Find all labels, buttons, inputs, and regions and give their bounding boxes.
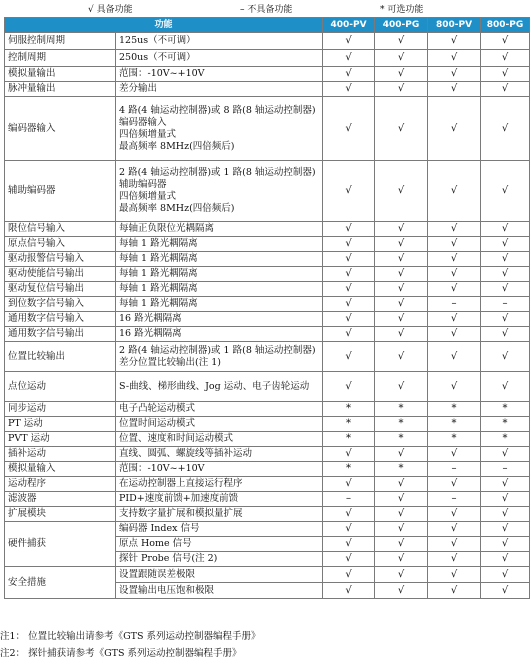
support-mark: * (481, 432, 530, 447)
table-row (5, 447, 530, 462)
support-mark: √ (323, 312, 375, 327)
support-mark: √ (375, 237, 428, 252)
feature-description: 每轴 1 路光耦隔离 (116, 297, 323, 312)
feature-name: 驱动复位信号输出 (5, 282, 116, 297)
header-function: 功能 (5, 18, 323, 33)
support-mark: √ (481, 537, 530, 552)
support-mark: √ (375, 567, 428, 583)
feature-description: 探针 Probe 信号(注 2) (116, 552, 323, 567)
support-mark: √ (481, 97, 530, 161)
support-mark: √ (481, 161, 530, 222)
support-mark: √ (428, 97, 481, 161)
support-mark: √ (481, 312, 530, 327)
support-mark: √ (375, 552, 428, 567)
feature-description: 每轴 1 路光耦隔离 (116, 252, 323, 267)
support-mark: √ (428, 222, 481, 237)
table-row (5, 567, 530, 583)
feature-description: 编码器 Index 信号 (116, 522, 323, 537)
table-row (5, 507, 530, 522)
table-row (5, 33, 530, 50)
table-row (5, 432, 530, 447)
feature-table (4, 17, 530, 599)
support-mark: √ (323, 372, 375, 402)
support-mark: √ (375, 67, 428, 82)
feature-name: 驱动报警信号输入 (5, 252, 116, 267)
support-mark: √ (428, 583, 481, 599)
table-row (5, 402, 530, 417)
feature-description: 范围：-10V~+10V (116, 462, 323, 477)
support-mark: √ (375, 492, 428, 507)
support-mark: √ (323, 583, 375, 599)
feature-name: 插补运动 (5, 447, 116, 462)
feature-description: 2 路(4 轴运动控制器)或 1 路(8 轴运动控制器)差分位置比较输出(注 1) (116, 342, 323, 372)
feature-description: 125us（不可调） (116, 33, 323, 50)
footnote-2: 注2： 探针捕获请参考《GTS 系列运动控制器编程手册》 (0, 648, 242, 659)
feature-description: 每轴正负限位光耦隔离 (116, 222, 323, 237)
support-mark: √ (481, 447, 530, 462)
feature-description: 16 路光耦隔离 (116, 327, 323, 342)
support-mark: √ (428, 507, 481, 522)
support-mark: – (481, 462, 530, 477)
support-mark: √ (428, 67, 481, 82)
feature-name: 到位数字信号输入 (5, 297, 116, 312)
support-mark: * (323, 432, 375, 447)
table-row (5, 522, 530, 537)
feature-description: 每轴 1 路光耦隔离 (116, 237, 323, 252)
table-row (5, 252, 530, 267)
support-mark: √ (481, 282, 530, 297)
footnotes (0, 628, 531, 662)
support-mark: √ (428, 522, 481, 537)
support-mark: √ (428, 252, 481, 267)
support-mark: √ (428, 342, 481, 372)
support-mark: √ (323, 161, 375, 222)
feature-name: 安全措施 (5, 567, 116, 599)
table-row (5, 462, 530, 477)
feature-description: 每轴 1 路光耦隔离 (116, 267, 323, 282)
feature-description: 支持数字量扩展和模拟量扩展 (116, 507, 323, 522)
support-mark: √ (375, 342, 428, 372)
support-mark: √ (481, 567, 530, 583)
support-mark: √ (375, 372, 428, 402)
feature-description: 设置跟随误差极限 (116, 567, 323, 583)
support-mark: * (428, 432, 481, 447)
header-400-pv: 400-PV (323, 18, 375, 33)
support-mark: √ (428, 50, 481, 67)
table-row (5, 372, 530, 402)
support-mark: √ (323, 327, 375, 342)
feature-name: 通用数字信号输出 (5, 327, 116, 342)
support-mark: √ (323, 82, 375, 97)
table-row (5, 297, 530, 312)
header-800-pv: 800-PV (428, 18, 481, 33)
feature-description: 差分输出 (116, 82, 323, 97)
table-row (5, 67, 530, 82)
support-mark: √ (375, 327, 428, 342)
feature-description: PID+速度前馈+加速度前馈 (116, 492, 323, 507)
support-mark: √ (481, 522, 530, 537)
table-row (5, 312, 530, 327)
table-row (5, 282, 530, 297)
feature-description: 位置时间运动模式 (116, 417, 323, 432)
support-mark: √ (481, 50, 530, 67)
support-mark: √ (428, 537, 481, 552)
table-row (5, 327, 530, 342)
support-mark: √ (428, 477, 481, 492)
footnote-1: 注1： 位置比较输出请参考《GTS 系列运动控制器编程手册》 (0, 631, 261, 642)
feature-description: 在运动控制器上直接运行程序 (116, 477, 323, 492)
support-mark: √ (323, 282, 375, 297)
support-mark: √ (375, 282, 428, 297)
support-mark: √ (323, 507, 375, 522)
support-mark: √ (323, 97, 375, 161)
support-mark: √ (481, 67, 530, 82)
table-row (5, 50, 530, 67)
support-mark: √ (428, 567, 481, 583)
support-mark: – (481, 297, 530, 312)
feature-description: 电子凸轮运动模式 (116, 402, 323, 417)
table-row (5, 161, 530, 222)
support-mark: √ (375, 267, 428, 282)
feature-name: 原点信号输入 (5, 237, 116, 252)
feature-name: 伺服控制周期 (5, 33, 116, 50)
feature-description: S-曲线、梯形曲线、Jog 运动、电子齿轮运动 (116, 372, 323, 402)
support-mark: √ (375, 297, 428, 312)
feature-name: 位置比较输出 (5, 342, 116, 372)
support-mark: √ (428, 82, 481, 97)
support-mark: * (375, 432, 428, 447)
feature-description: 16 路光耦隔离 (116, 312, 323, 327)
feature-description: 原点 Home 信号 (116, 537, 323, 552)
support-mark: * (375, 417, 428, 432)
support-mark: √ (375, 33, 428, 50)
support-mark: √ (428, 267, 481, 282)
support-mark: √ (323, 447, 375, 462)
support-mark: √ (481, 477, 530, 492)
legend-optional: * 可选功能 (380, 5, 424, 15)
support-mark: √ (428, 237, 481, 252)
legend-unsupported: – 不具备功能 (240, 5, 293, 15)
support-mark: √ (323, 50, 375, 67)
support-mark: √ (375, 583, 428, 599)
support-mark: √ (323, 222, 375, 237)
table-row (5, 417, 530, 432)
support-mark: √ (481, 372, 530, 402)
support-mark: – (428, 297, 481, 312)
support-mark: √ (428, 552, 481, 567)
support-mark: * (323, 402, 375, 417)
support-mark: √ (375, 507, 428, 522)
feature-description: 250us（不可调） (116, 50, 323, 67)
feature-name: 同步运动 (5, 402, 116, 417)
feature-description: 直线、圆弧、螺旋线等插补运动 (116, 447, 323, 462)
feature-description: 4 路(4 轴运动控制器)或 8 路(8 轴运动控制器)编码器输入 四倍频增量式 最高频率 8MHz(四倍频后) (116, 97, 323, 161)
table-row (5, 222, 530, 237)
table-header-row (5, 18, 530, 33)
support-mark: √ (323, 537, 375, 552)
table-row (5, 82, 530, 97)
feature-description: 位置、速度和时间运动模式 (116, 432, 323, 447)
feature-name: 运动程序 (5, 477, 116, 492)
support-mark: √ (323, 342, 375, 372)
support-mark: √ (428, 161, 481, 222)
support-mark: – (428, 462, 481, 477)
feature-name: 模拟量输出 (5, 67, 116, 82)
support-mark: √ (323, 267, 375, 282)
support-mark: √ (323, 252, 375, 267)
support-mark: √ (375, 82, 428, 97)
feature-name: 点位运动 (5, 372, 116, 402)
support-mark: * (375, 462, 428, 477)
feature-name: 辅助编码器 (5, 161, 116, 222)
table-row (5, 492, 530, 507)
support-mark: – (323, 492, 375, 507)
header-800-pg: 800-PG (481, 18, 530, 33)
feature-name: 通用数字信号输入 (5, 312, 116, 327)
support-mark: * (428, 417, 481, 432)
feature-name: 滤波器 (5, 492, 116, 507)
support-mark: √ (481, 252, 530, 267)
feature-name: 控制周期 (5, 50, 116, 67)
feature-name: 模拟量输入 (5, 462, 116, 477)
support-mark: √ (375, 477, 428, 492)
support-mark: √ (481, 237, 530, 252)
support-mark: √ (481, 267, 530, 282)
support-mark: √ (481, 33, 530, 50)
support-mark: * (428, 402, 481, 417)
support-mark: √ (375, 312, 428, 327)
feature-description: 每轴 1 路光耦隔离 (116, 282, 323, 297)
table-row (5, 237, 530, 252)
feature-name: 编码器输入 (5, 97, 116, 161)
support-mark: * (375, 402, 428, 417)
support-mark: √ (375, 447, 428, 462)
support-mark: √ (323, 67, 375, 82)
feature-description: 设置输出电压饱和极限 (116, 583, 323, 599)
feature-name: PT 运动 (5, 417, 116, 432)
support-mark: * (481, 402, 530, 417)
feature-name: PVT 运动 (5, 432, 116, 447)
support-mark: √ (481, 327, 530, 342)
feature-name: 扩展模块 (5, 507, 116, 522)
feature-name: 驱动使能信号输出 (5, 267, 116, 282)
support-mark: √ (481, 507, 530, 522)
support-mark: √ (375, 97, 428, 161)
support-mark: √ (428, 372, 481, 402)
table-row (5, 477, 530, 492)
support-mark: √ (375, 161, 428, 222)
support-mark: √ (323, 477, 375, 492)
support-mark: * (323, 462, 375, 477)
support-mark: √ (375, 537, 428, 552)
feature-name: 限位信号输入 (5, 222, 116, 237)
support-mark: √ (375, 222, 428, 237)
support-mark: √ (428, 327, 481, 342)
legend (0, 0, 531, 16)
support-mark: √ (323, 522, 375, 537)
support-mark: √ (323, 33, 375, 50)
support-mark: * (481, 417, 530, 432)
support-mark: √ (375, 522, 428, 537)
support-mark: √ (481, 552, 530, 567)
support-mark: √ (323, 567, 375, 583)
table-row (5, 97, 530, 161)
table-row (5, 342, 530, 372)
support-mark: √ (481, 82, 530, 97)
feature-name: 硬件捕获 (5, 522, 116, 567)
support-mark: √ (481, 583, 530, 599)
support-mark: √ (323, 297, 375, 312)
support-mark: √ (323, 237, 375, 252)
legend-supported: √ 具备功能 (88, 5, 133, 15)
feature-description: 2 路(4 轴运动控制器)或 1 路(8 轴运动控制器)辅助编码器 四倍频增量式 最高频率 8MHz(四倍频后) (116, 161, 323, 222)
support-mark: √ (428, 33, 481, 50)
support-mark: √ (428, 282, 481, 297)
support-mark: * (323, 417, 375, 432)
feature-description: 范围：-10V~+10V (116, 67, 323, 82)
support-mark: √ (428, 447, 481, 462)
support-mark: √ (481, 492, 530, 507)
support-mark: √ (481, 342, 530, 372)
support-mark: √ (428, 312, 481, 327)
header-400-pg: 400-PG (375, 18, 428, 33)
table-row (5, 267, 530, 282)
support-mark: – (428, 492, 481, 507)
support-mark: √ (375, 252, 428, 267)
support-mark: √ (323, 552, 375, 567)
support-mark: √ (481, 222, 530, 237)
support-mark: √ (375, 50, 428, 67)
feature-name: 脉冲量输出 (5, 82, 116, 97)
